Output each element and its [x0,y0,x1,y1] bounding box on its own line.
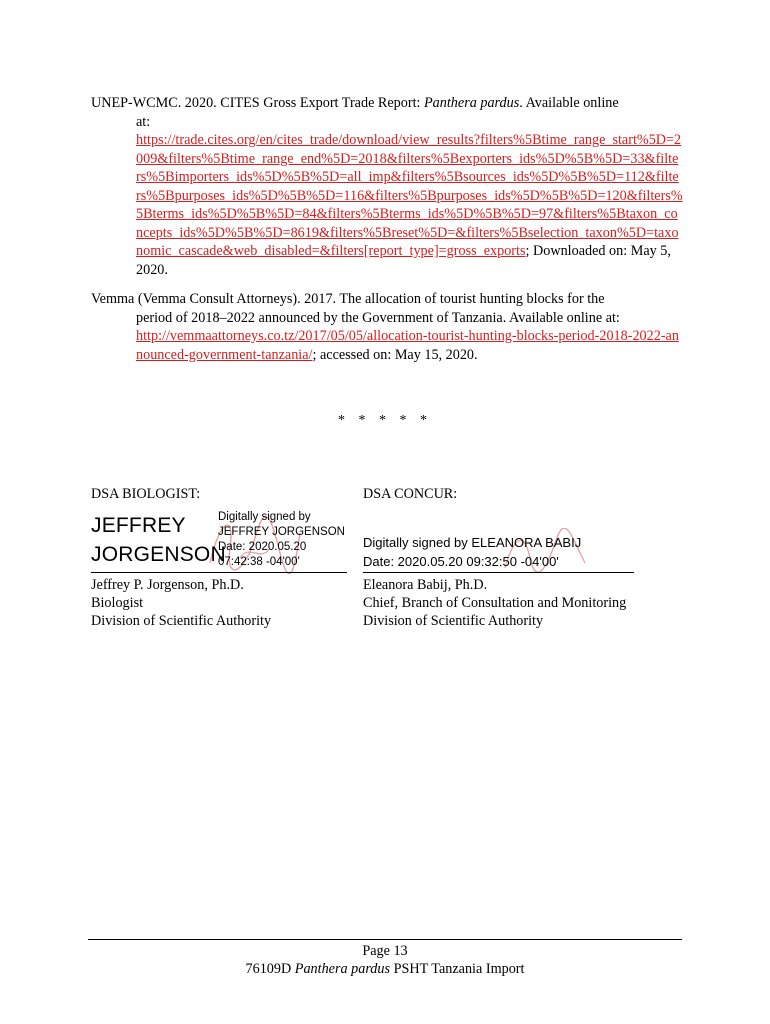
stamp-line: JEFFREY JORGENSON [218,526,345,538]
signer-name: Eleanora Babij, Ph.D. [363,577,488,593]
dsa-concur-label: DSA CONCUR: [363,486,458,502]
document-id [0,960,770,978]
stamp-line: 07:42:38 -04'00' [218,556,300,568]
reference-download-date: ; Downloaded on: May 5, 2020. [136,243,671,278]
signer-title: Chief, Branch of Consultation and Monitoring [363,595,627,611]
signer-name: Jeffrey P. Jorgenson, Ph.D. [91,577,244,593]
reference-availability-text: . Available online [519,95,619,111]
digital-signature-stamp-left [218,510,345,570]
reference-continuation [91,309,683,365]
dsa-biologist-label: DSA BIOLOGIST: [91,486,201,502]
signature-line-right [363,572,634,573]
signer-division: Division of Scientific Authority [363,613,544,629]
vemma-attorneys-link[interactable]: http://vemmaattorneys.co.tz/2017/05/05/allocation-tourist-hunting-blocks-period-2018-2022-announced-government-tanzania/ [136,328,679,363]
stamp-line: Date: 2020.05.20 09:32:50 -04'00' [363,554,559,569]
digital-signature-stamp-right [363,533,581,571]
doc-species-italic: Panthera pardus [294,961,391,977]
stamp-line: Digitally signed by [218,511,311,523]
reference-unep-wcmc [91,94,683,279]
reference-access-date: ; accessed on: May 15, 2020. [312,346,478,363]
reference-heading: Vemma (Vemma Consult Attorneys). 2017. The allocation of tourist hunting blocks for the [91,291,605,307]
signer-title: Biologist [91,595,144,611]
cites-trade-link[interactable]: https://trade.cites.org/en/cites_trade/download/view_results?filters%5Btime_range_start%5D=2009&filters%5Btime_range_end%5D=2018&filters%5Bexporters_ids%5D%5B%5D=33&filters%5Bimporters_ids%5D%5B%5D=all_imp&filters%5Bsources_ids%5D%5B%5D=112&filters%5Bpurposes_ids%5D%5B%5D=116&filters%5Bpurposes_ids%5D%5B%5D=120&filters%5Bterms_ids%5D%5B%5D=84&filters%5Bterms_ids%5D%5B%5D=97&filters%5Btaxon_concepts_ids%5D%5B%5D=8619&filters%5Breset%5D=&filters%5Bselection_taxon%5D=taxonomic_cascade&web_disabled=&filters[report_type]=gross_exports [136,132,683,259]
concur-info [363,576,626,630]
signature-name-last: JORGENSON [91,543,226,566]
reference-species-italic: Panthera pardus [424,95,520,111]
reference-author-text: UNEP-WCMC. 2020. CITES Gross Export Trade Report: [91,95,425,111]
reference-period-text: period of 2018–2022 announced by the Government of Tanzania. Available online at: [136,309,620,326]
stamp-line: Digitally signed by ELEANORA BABIJ [363,535,582,550]
page-number: Page 13 [362,943,408,959]
doc-title-text: PSHT Tanzania Import [390,961,525,977]
doc-id-text: 76109D [245,961,295,977]
signature-line-left [91,572,347,573]
section-separator: * * * * * [338,413,432,428]
signer-division: Division of Scientific Authority [91,613,272,629]
reference-continuation [91,113,683,280]
footer-divider [88,939,682,940]
reference-at-text: at: [136,113,151,130]
signature-name-first: JEFFREY [91,514,186,537]
reference-vemma [91,290,683,364]
stamp-line: Date: 2020.05.20 [218,541,307,553]
biologist-info [91,576,271,630]
reference-heading [91,94,683,113]
